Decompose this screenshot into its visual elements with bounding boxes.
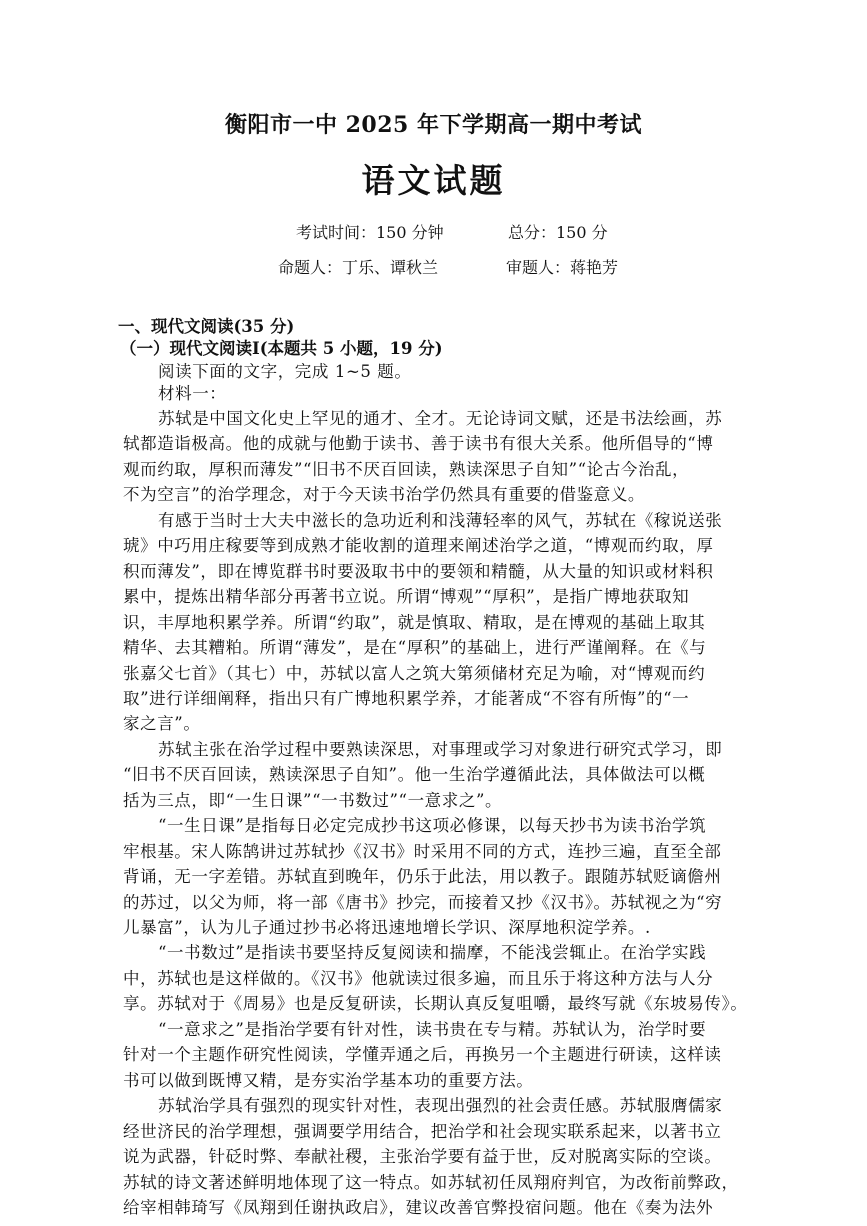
- passage-line: 书可以做到既博又精，是夯实治学基本功的重要方法。: [123, 1070, 534, 1090]
- passage-line: 观而约取，厚积而薄发”“旧书不厌百回读，熟读深思子自知”“论古今治乱，: [123, 459, 690, 479]
- passage-line: 取”进行详细阐释，指出只有广博地积累学养，才能著成“不容有所悔”的“一: [123, 689, 690, 708]
- passage-line: 精华、去其糟粕。所谓“薄发”，是在“厚积”的基础上，进行严谨阐释。在《与: [123, 638, 707, 657]
- passage-line: 有感于当时士大夫中滋长的急功近利和浅薄轻率的风气，苏轼在《稼说送张: [158, 510, 723, 530]
- passage-line: 中，苏轼也是这样做的。《汉书》他就读过很多遍，而且乐于将这种方法与人分: [123, 968, 714, 988]
- passage-line: “旧书不厌百回读，熟读深思子自知”。他一生治学遵循此法，具体做法可以概: [123, 765, 706, 785]
- exam-title: 衡阳市一中 2025 年下学期高一期中考试: [224, 112, 643, 138]
- reviewer: 审题人：蒋艳芳: [506, 258, 619, 277]
- passage-line: 给宰相韩琦写《凤翔到任谢执政启》，建议改善官弊投宿问题。他在《奏为法外: [123, 1197, 714, 1217]
- passage-line: 不为空言”的治学理念，对于今天读书治学仍然具有重要的借鉴意义。: [123, 485, 646, 505]
- passage-line: 苏轼治学具有强烈的现实针对性，表现出强烈的社会责任感。苏轼服膺儒家: [158, 1096, 723, 1116]
- passage-line: 经世济民的治学理想，强调要学用结合，把治学和社会现实联系起来，以著书立: [123, 1121, 722, 1141]
- passage-line: 享。苏轼对于《周易》也是反复研读，长期认真反复咀嚼，最终写就《东坡易传》。: [123, 994, 748, 1014]
- passage-line: 张嘉父七首》（其七）中，苏轼以富人之筑大第须储材充足为喻，对“博观而约: [123, 663, 706, 683]
- setters: 命题人：丁乐、谭秋兰: [278, 258, 439, 277]
- passage-line: 背诵，无一字差错。苏轼直到晚年，仍乐于此法，用以教子。跟随苏轼贬谪儋州: [123, 867, 722, 887]
- passage-line: 积而薄发”，即在博览群书时要汲取书中的要领和精髓，从大量的知识或材料积: [123, 561, 714, 581]
- passage-line: 说为武器，针砭时弊、奉献社稷，主张治学要有益于世，反对脱离实际的空谈。: [123, 1147, 722, 1166]
- passage-line: 琥》中巧用庄稼要等到成熟才能收割的道理来阐述治学之道，“博观而约取，厚: [123, 536, 714, 556]
- passage-line: 针对一个主题作研究性阅读，学懂弄通之后，再换另一个主题进行研读，这样读: [123, 1045, 722, 1065]
- total-score: 总分：150 分: [508, 223, 608, 242]
- section-heading: 一、现代文阅读(35 分): [118, 317, 295, 336]
- passage-line: 累中，提炼出精华部分再著书立说。所谓“博观”“厚积”，是指广博地获取知: [123, 587, 690, 607]
- exam-time: 考试时间：150 分钟: [296, 223, 444, 242]
- passage-line: “一书数过”是指读书要坚持反复阅读和揣摩，不能浅尝辄止。在治学实践: [158, 943, 707, 963]
- passage-line: 轼都造诣极高。他的成就与他勤于读书、善于读书有很大关系。他所倡导的“博: [123, 434, 714, 454]
- passage-line: 儿暴富”，认为儿子通过抄书必将迅速地增长学识、深厚地积淀学养。.: [123, 918, 651, 937]
- subject-title: 语文试题: [361, 161, 506, 200]
- passage-line: 苏轼主张在治学过程中要熟读深思，对事理或学习对象进行研究式学习，即: [158, 739, 723, 759]
- passage-line: “一意求之”是指治学要有针对性，读书贵在专与精。苏轼认为，治学时要: [158, 1019, 707, 1039]
- passage-line: 苏轼的诗文著述鲜明地体现了这一特点。如苏轼初任凤翔府判官，为改衔前弊政，: [123, 1172, 739, 1192]
- passage-line: 的苏过，以父为师，将一部《唐书》抄完，而接着又抄《汉书》。苏轼视之为“穷: [123, 892, 723, 912]
- passage-line: 括为三点，即“一生日课”“一书数过”“一意求之”。: [123, 790, 503, 810]
- passage-line: 苏轼是中国文化史上罕见的通才、全才。无论诗词文赋，还是书法绘画，苏: [158, 409, 723, 428]
- passage-line: 牢根基。宋人陈鹄讲过苏轼抄《汉书》时采用不同的方式，连抄三遍，直至全部: [123, 841, 722, 861]
- passage-line: “一生日课”是指每日必定完成抄书这项必修课，以每天抄书为读书治学筑: [158, 816, 707, 836]
- passage-line: 家之言”。: [123, 714, 201, 734]
- sub-section-heading: （一）现代文阅读Ⅰ(本题共 5 小题，19 分): [120, 339, 443, 358]
- passage-line: 识，丰厚地积累学养。所谓“约取”，就是慎取、精取，是在博观的基础上取其: [123, 612, 706, 632]
- instruction: 阅读下面的文字，完成 1~5 题。: [158, 362, 412, 381]
- material-label: 材料一：: [158, 384, 227, 403]
